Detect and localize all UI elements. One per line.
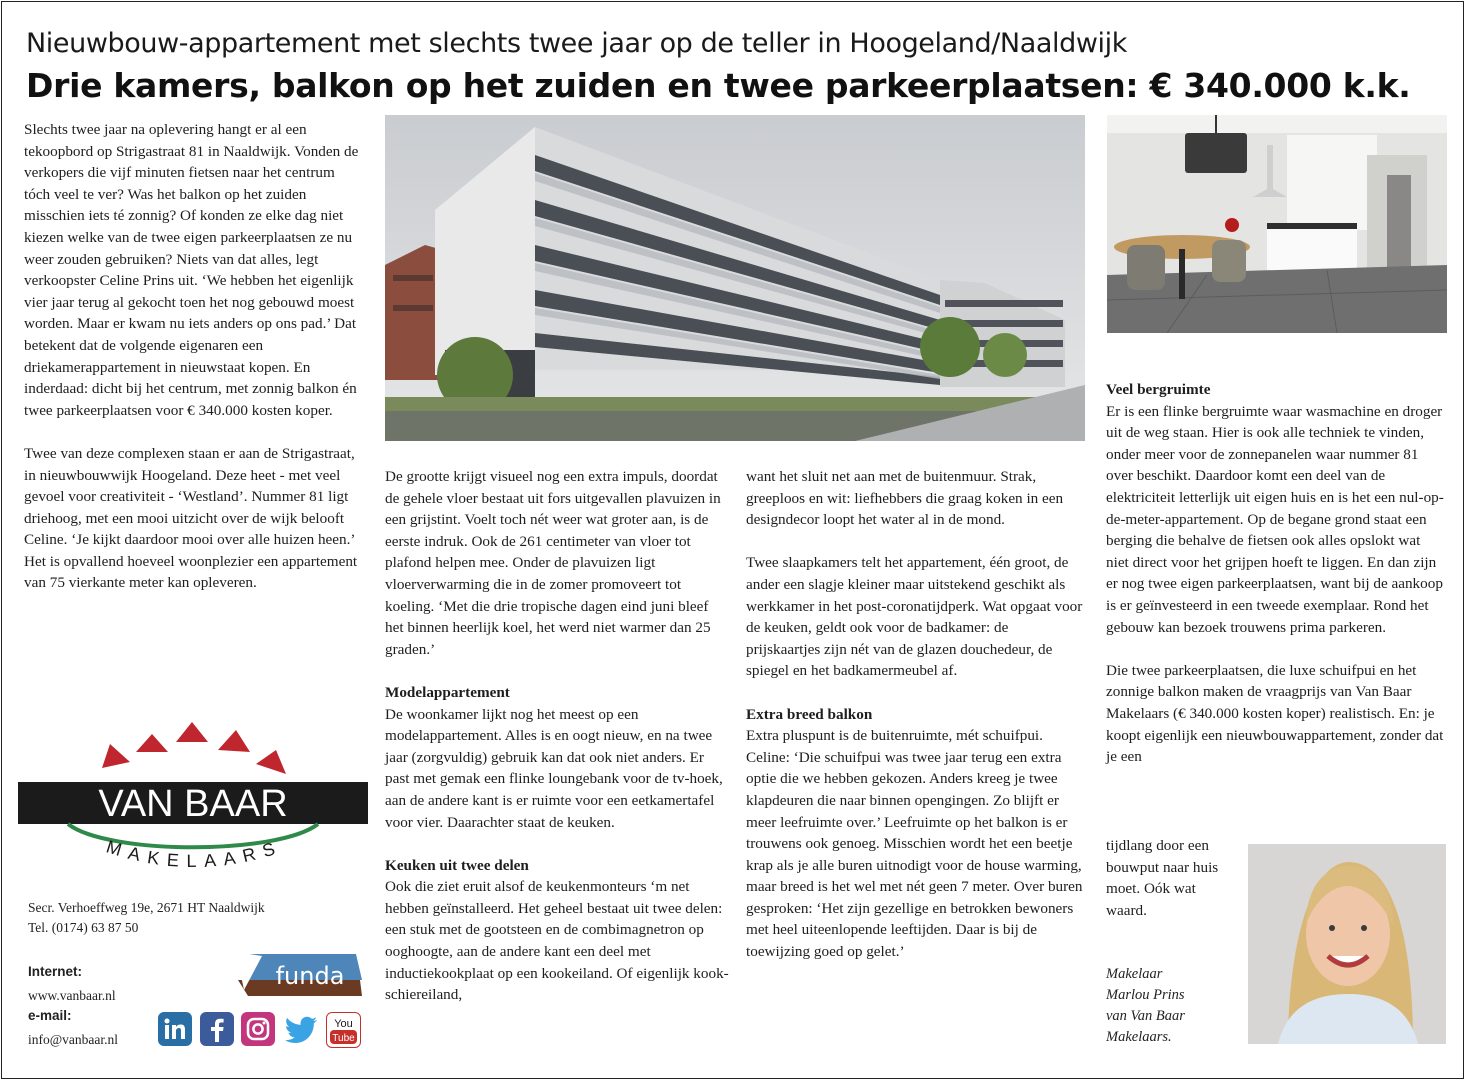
agency-online-block — [28, 962, 118, 1050]
article-column-2 — [385, 466, 729, 1006]
paragraph: De woonkamer lijkt nog het meest op een modelappartement. Alles is en oogt nieuw, en na twee jaar (zorgvuldig) gebruik kan dat ook niet anders. Er past met gemak een flinke loungebank voor de tv-hoek, aan de andere kant is er ruimte voor een eetkamertafel voor vier. Daarachter staat de keuken. — [385, 705, 723, 831]
paragraph: Twee van deze complexen staan er aan de Strigastraat, in nieuwbouwwijk Hoogeland. Deze heet - met veel gevoel voor creativiteit - ‘Westland’. Nummer 81 ligt driehoog, met een mooi uitzicht over de wijk belooft Celine. ‘Je kijkt daardoor mooi over alle huizen heen.’ Het is opvallend hoeveel woonplezier een appartement van 75 vierkante meter kan opleveren. — [24, 444, 358, 592]
article-headline: Drie kamers, balkon op het zuiden en twee parkeerplaatsen: € 340.000 k.k. — [26, 66, 1411, 105]
caption-line: van Van Baar — [1106, 1008, 1185, 1024]
paragraph: Twee slaapkamers telt het appartement, één groot, de ander een slagje kleiner maar uitstekend geschikt als werkkamer in het post-coronatijdperk. Wat opgaat voor de keuken, geldt ook voor de badkamer: de prijskaartjes zijn nét van de glazen douchedeur, de spiegel en het badkamermeubel af. — [746, 554, 1083, 680]
article-column-1 — [24, 119, 364, 594]
logo-subtitle: MAKELAARS — [103, 836, 285, 872]
website-link[interactable]: www.vanbaar.nl — [28, 988, 116, 1003]
agency-address-block — [28, 898, 265, 938]
svg-text:Tube: Tube — [332, 1033, 355, 1044]
caption-line: Makelaar — [1106, 966, 1163, 982]
subheading: Modelappartement — [385, 683, 510, 701]
linkedin-icon[interactable] — [158, 1012, 192, 1046]
paragraph: Die twee parkeerplaatsen, die luxe schuifpui en het zonnige balkon maken de vraagprijs van Van Baar Makelaars (€ 340.000 kosten koper) realistisch. En: je koopt eigenlijk een nieuwbouwappartement, zonder dat je een — [1106, 661, 1444, 766]
paragraph: Ook die ziet eruit alsof de keukenmonteurs ‘m net hebben geïnstalleerd. Het geheel bestaat uit twee delen: een stuk met de gootsteen en de combimagnetron op ooghoogte, aan de andere kant een deel met inductiekookplaat op een kookeiland. Of eigenlijk kook-schiereiland, — [385, 878, 729, 1004]
instagram-icon[interactable] — [241, 1012, 275, 1046]
caption-line: Marlou Prins — [1106, 987, 1185, 1003]
funda-badge[interactable] — [234, 950, 362, 996]
internet-label: Internet: — [28, 964, 82, 979]
paragraph: tijdlang door een bouwput naar huis moet. Oók wat waard. — [1106, 837, 1219, 919]
agency-address: Secr. Verhoeffweg 19e, 2671 HT Naaldwijk — [28, 900, 265, 915]
email-link[interactable]: info@vanbaar.nl — [28, 1032, 119, 1047]
building-photo — [385, 115, 1085, 441]
facebook-icon[interactable] — [200, 1012, 234, 1046]
subheading: Extra breed balkon — [746, 705, 873, 723]
paragraph: Er is een flinke bergruimte waar wasmachine en droger uit de weg staan. Hier is ook alle techniek te vinden, onder meer voor de zonnepanelen waar nummer 81 over beschikt. Daardoor komt een deel van de elektriciteit letterlijk uit eigen huis en is het een nul-op-de-meter-appartement. Op de begane grond staat een berging die behalve de fietsen ook alles opslokt wat niet direct voor het grijpen hoeft te liggen. En dan zijn er nog twee eigen parkeerplaatsen, want bij de aankoop is er geïnvesteerd in een tweede exemplaar. Rond het gebouw kan bezoek trouwens prima parkeren. — [1106, 402, 1444, 636]
youtube-icon[interactable] — [326, 1012, 361, 1048]
subheading: Keuken uit twee delen — [385, 856, 529, 874]
article-kicker: Nieuwbouw-appartement met slechts twee jaar op de teller in Hoogeland/Naaldwijk — [26, 28, 1127, 59]
email-label: e-mail: — [28, 1008, 72, 1023]
twitter-icon[interactable] — [283, 1012, 317, 1046]
paragraph: Slechts twee jaar na oplevering hangt er al een tekoopbord op Strigastraat 81 in Naaldwijk. Vonden de verkopers die vijf minuten fietsen naar het centrum tóch veel te ver? Was het balkon op het zuiden misschien iets té zonnig? Of konden ze elke dag niet kiezen welke van de twee eigen parkeerplaatsen ze nu weer zouden gebruiken? Niets van dat alles, legt verkoopster Celine Prins uit. ‘We hebben het eigenlijk vier jaar terug al gekocht toen het nog gebouwd moest worden. Maar er kwam nu iets anders op ons pad.’ Dat betekent dat de volgende eigenaren een driekamerappartement in nieuwstaat kopen. En inderdaad: dicht bij het centrum, met zonnig balkon én twee parkeerplaatsen voor € 340.000 kosten koper. — [24, 121, 359, 419]
subheading: Veel bergruimte — [1106, 381, 1211, 398]
logo-roof-icon — [102, 722, 286, 774]
paragraph: Extra pluspunt is de buitenruimte, mét schuifpui. Celine: ‘Die schuifpui was twee jaar terug een extra optie die we hebben gekozen. Anders kreeg je twee klapdeuren die naar binnen opengingen. Zo blijft er meer leefruimte over.’ Leefruimte op het balkon is er trouwens ook genoeg. Misschien wordt het een beetje krap als je alle buren uitnodigt voor de house warming, maar breed is het wel met nét geen 7 meter. Over buren gesproken: ‘Het zijn gezellige en betrokken bewoners met heel uiteenlopende leeftijden. Daar is bij de toewijzing goed op gelet.’ — [746, 727, 1083, 961]
wrapped-text-end — [1106, 835, 1236, 921]
kitchen-photo — [1107, 115, 1447, 333]
funda-label: funda — [275, 962, 345, 990]
portrait-caption — [1106, 964, 1185, 1048]
svg-text:You: You — [334, 1018, 353, 1030]
paragraph: De grootte krijgt visueel nog een extra impuls, doordat de gehele vloer bestaat uit fors uitgevallen plavuizen in een grijstint. Voelt toch nét weer wat groter aan, is de eerste indruk. Ook de 261 centimeter van vloer tot plafond helpen mee. Onder de plavuizen ligt vloerverwarming die in de zomer promoveert tot koeling. ‘Met die drie tropische dagen eind juni bleef het binnen heerlijk koel, het werd niet warmer dan 25 graden.’ — [385, 468, 721, 658]
logo-wordmark: VAN BAAR — [98, 783, 288, 825]
caption-line: Makelaars. — [1106, 1029, 1172, 1045]
agent-portrait — [1248, 844, 1446, 1044]
paragraph: want het sluit net aan met de buitenmuur. Strak, greeploos en wit: liefhebbers die graag koken in een designdecor loopt het water al in de mond. — [746, 468, 1064, 529]
article-column-4 — [1106, 379, 1446, 768]
article-column-3 — [746, 466, 1084, 963]
agency-phone: Tel. (0174) 63 87 50 — [28, 920, 139, 935]
van-baar-logo — [18, 720, 368, 895]
